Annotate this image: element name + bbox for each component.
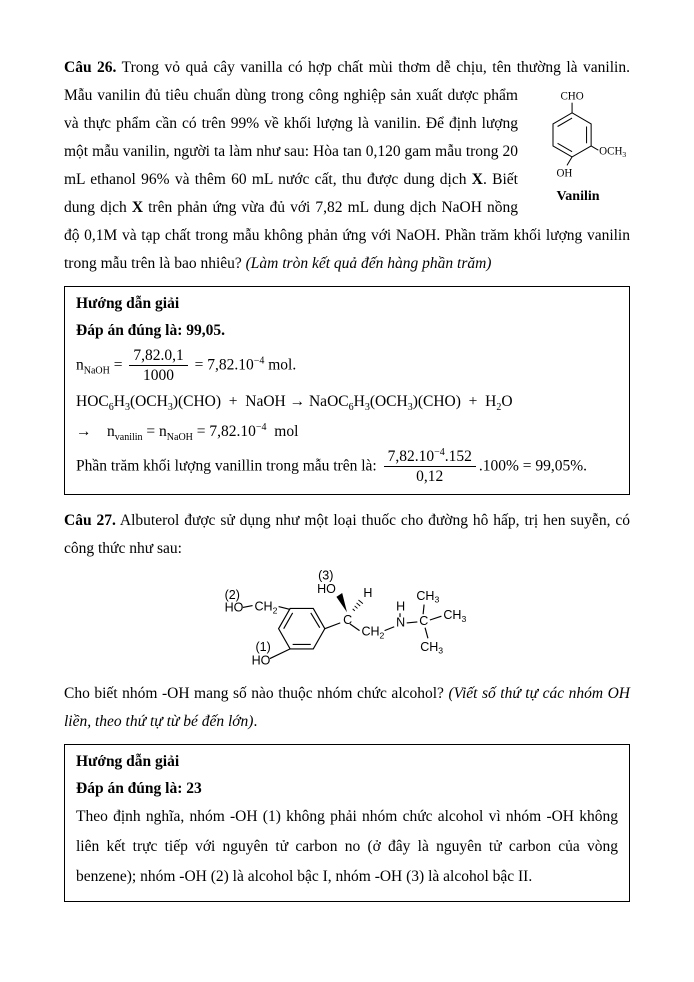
- solution-header: Hướng dẫn giải: [76, 295, 180, 312]
- formula-naoh-moles: $n_{NaOH}$ = $\frac{7,82.0,1}{1000}$ = $7,82.10^{-4}$ mol.: [76, 347, 297, 385]
- solution-header-2: Hướng dẫn giải: [76, 753, 180, 771]
- formula-reaction: $HOC_6H_3(OCH_3)(CHO)$ + NaOH → $NaOC_6H_3(OCH_3)(CHO) + H_2O$: [76, 392, 513, 413]
- q27-label: Câu 27.: [64, 512, 116, 530]
- vanillin-structure: [528, 84, 628, 179]
- oh1-number-label: (1): [255, 640, 271, 655]
- wedge-bond: [336, 593, 347, 612]
- albuterol-structure: [222, 567, 472, 673]
- oh-label: OH: [556, 167, 573, 179]
- stereocenter-c-label: C: [343, 613, 353, 628]
- oh2-number-label: (2): [224, 588, 240, 603]
- formula-percentage: Phần trăm khối lượng vanillin trong mẫu trên là: $\frac{7,82.10^{-4}.152}{0,12}$ .100% = 99,05%.: [76, 446, 588, 486]
- q27-solution-box: [64, 744, 630, 902]
- q26-solution-box: [64, 286, 630, 495]
- vanillin-figure: [526, 84, 630, 204]
- answer-line: Đáp án đúng là: 99,05.: [76, 322, 226, 339]
- nh-h-label: H: [396, 599, 406, 614]
- oh3-label: HO: [317, 582, 336, 597]
- cho-label: CHO: [560, 90, 584, 103]
- oh3-number-label: (3): [318, 568, 334, 583]
- q27-intro: Albuterol được sử dụng như một loại thuốc cho đường hô hấp, trị hen suyễn, có công thức như sau:: [64, 512, 630, 558]
- q26-sentence1: Trong vỏ quả cây vanilla có hợp chất mùi thơm dễ chịu, tên thường là vanilin.: [121, 59, 630, 76]
- formula-vanilin-moles: → $n_{vanilin} = n_{NaOH} = 7,82.10^{-4}$ mol: [76, 421, 299, 443]
- q26-label: Câu 26.: [64, 59, 117, 76]
- ch2-chain-label: $CH_2$: [361, 624, 385, 641]
- q26-paragraph: [64, 54, 630, 278]
- ch3-bottom-label: $CH_3$: [420, 640, 444, 657]
- tbutyl-c-label: C: [419, 614, 429, 629]
- oh1-label: HO: [251, 653, 271, 668]
- benzene-ring: [553, 103, 598, 166]
- q27-paragraph: [64, 507, 630, 563]
- ch3-top-label: $CH_3$: [416, 589, 440, 606]
- ch3-right-label: $CH_3$: [443, 608, 467, 625]
- answer-line-2: Đáp án đúng là: 23: [76, 780, 202, 798]
- n-label: N: [396, 616, 406, 631]
- q26-body-text: Mẫu vanilin đủ tiêu chuẩn dùng trong công nghiệp sản xuất dược phẩm và thực phẩm cần có trên 99% về khối lượng là vanilin. Để định lượng một mẫu vanilin, người ta làm như sau: Hòa tan 0,120 gam mẫu trong 20 mL ethanol 96% và thêm 60 mL nước cất, thu được dung dịch X. Biết dung dịch X trên phản ứng vừa đủ với 7,82 mL dung dịch NaOH nồng độ 0,1M và tạp chất trong mẫu không phản ứng với NaOH. Phần trăm khối lượng vanilin trong mẫu trên là bao nhiêu? (Làm tròn kết quả đến hàng phần trăm): [64, 87, 630, 272]
- hashed-bond: [353, 600, 363, 611]
- oh2-label: HO: [224, 600, 244, 615]
- vanillin-caption: Vanilin: [556, 189, 600, 204]
- q27-question: Cho biết nhóm -OH mang số nào thuộc nhóm chức alcohol? (Viết số thứ tự các nhóm OH liền, theo thứ tự từ bé đến lớn).: [64, 685, 630, 731]
- solution-text-2: Theo định nghĩa, nhóm -OH (1) không phải nhóm chức alcohol vì nhóm -OH không liên kết trực tiếp với nguyên tử carbon no (ở đây là nguyên tử carbon của vòng benzene); nhóm -OH (2) là alcohol bậc I, nhóm -OH (3) là alcohol bậc II.: [76, 808, 618, 886]
- ch2-benzylic-label: $CH_2$: [254, 599, 278, 616]
- och3-label: $OCH_3$: [599, 145, 627, 159]
- stereo-h-label: H: [363, 586, 373, 601]
- albuterol-figure: [64, 567, 630, 678]
